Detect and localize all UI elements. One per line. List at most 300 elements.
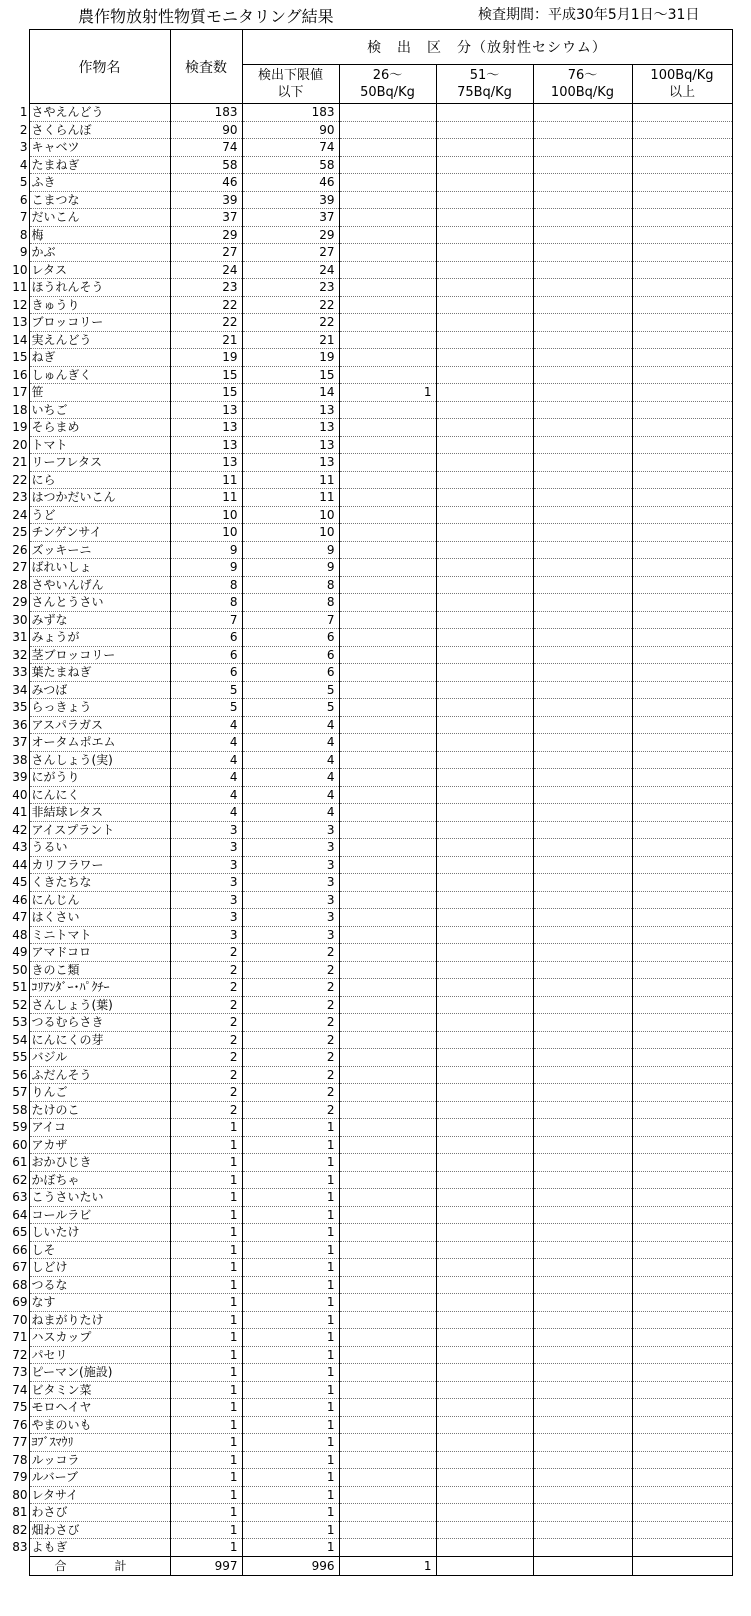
table-row [10, 839, 732, 857]
below-limit-value: 10 [242, 506, 339, 524]
range-51-75-value [436, 1031, 533, 1049]
row-number: 72 [12, 1347, 28, 1362]
range-26-50-value [339, 296, 436, 314]
inspection-count: 74 [170, 139, 242, 157]
range-76-100-value [533, 1311, 632, 1329]
table-row [10, 1066, 732, 1084]
inspection-count: 3 [170, 909, 242, 927]
crop-name: にんにくの芽 [29, 1031, 170, 1049]
inspection-count: 10 [170, 506, 242, 524]
crop-name: かぼちゃ [29, 1171, 170, 1189]
below-limit-value: 1 [242, 1451, 339, 1469]
inspection-count: 2 [170, 1049, 242, 1067]
table-row [10, 314, 732, 332]
row-number: 49 [12, 945, 28, 960]
row-number: 59 [12, 1120, 28, 1135]
range-76-100-value [533, 909, 632, 927]
inspection-count: 4 [170, 751, 242, 769]
range-26-50-value [339, 279, 436, 297]
range-76-100-value [533, 156, 632, 174]
table-row [10, 821, 732, 839]
range-26-50-value [339, 1364, 436, 1382]
inspection-count: 1 [170, 1399, 242, 1417]
inspection-count: 3 [170, 926, 242, 944]
crop-name: みょうが [29, 629, 170, 647]
range-76-100-value [533, 1381, 632, 1399]
row-number: 46 [12, 892, 28, 907]
inspection-count: 1 [170, 1154, 242, 1172]
range-26-50-value [339, 944, 436, 962]
inspection-count: 2 [170, 1014, 242, 1032]
range-26-50-value [339, 226, 436, 244]
inspection-count: 4 [170, 734, 242, 752]
range-26-50-value [339, 1329, 436, 1347]
inspection-count: 19 [170, 349, 242, 367]
table-row [10, 804, 732, 822]
below-limit-value: 2 [242, 1014, 339, 1032]
range-over-100-value [632, 1119, 732, 1137]
range-26-50-value [339, 209, 436, 227]
range-76-100-value [533, 1031, 632, 1049]
range-51-75-value [436, 926, 533, 944]
crop-name: レタサイ [29, 1486, 170, 1504]
inspection-count: 29 [170, 226, 242, 244]
below-limit-value: 2 [242, 1101, 339, 1119]
range-76-100-value [533, 121, 632, 139]
below-limit-value: 1 [242, 1206, 339, 1224]
range-51-75-value [436, 1469, 533, 1487]
total-range-26-50: 1 [339, 1556, 436, 1575]
range-51-75-value [436, 664, 533, 682]
row-number: 63 [12, 1190, 28, 1205]
table-row [10, 786, 732, 804]
table-row [10, 611, 732, 629]
inspection-count: 1 [170, 1504, 242, 1522]
range-26-50-line2: 50Bq/Kg [360, 85, 415, 100]
range-over-100-value [632, 979, 732, 997]
range-76-100-value [533, 261, 632, 279]
below-limit-value: 15 [242, 366, 339, 384]
table-row [10, 419, 732, 437]
row-number: 11 [12, 280, 28, 295]
table-row [10, 1539, 732, 1557]
table-row [10, 751, 732, 769]
range-26-50-value [339, 646, 436, 664]
row-number: 28 [12, 577, 28, 592]
range-over-100-value [632, 716, 732, 734]
range-51-75-value [436, 279, 533, 297]
range-51-75-value [436, 1101, 533, 1119]
crop-name: アカザ [29, 1136, 170, 1154]
crop-name: しゅんぎく [29, 366, 170, 384]
range-over-100-value [632, 1311, 732, 1329]
range-51-75-value [436, 209, 533, 227]
range-26-50-value [339, 1416, 436, 1434]
range-76-100-value [533, 349, 632, 367]
crop-name: キャベツ [29, 139, 170, 157]
range-over-100-value [632, 611, 732, 629]
range-51-75-value [436, 909, 533, 927]
row-number: 27 [12, 560, 28, 575]
range-over-100-value [632, 1014, 732, 1032]
below-limit-value: 2 [242, 1049, 339, 1067]
range-over-100-value [632, 909, 732, 927]
table-row [10, 401, 732, 419]
crop-name: しいたけ [29, 1224, 170, 1242]
row-number: 4 [19, 157, 28, 172]
range-51-75-value [436, 734, 533, 752]
range-76-100-value [533, 279, 632, 297]
table-row [10, 1241, 732, 1259]
crop-name: みつば [29, 681, 170, 699]
range-76-100-value [533, 646, 632, 664]
range-26-50-value [339, 1504, 436, 1522]
row-number: 7 [19, 210, 28, 225]
range-51-75-value [436, 821, 533, 839]
range-over-100-value [632, 734, 732, 752]
range-76-100-value [533, 191, 632, 209]
row-number: 33 [12, 665, 28, 680]
inspection-count: 2 [170, 944, 242, 962]
range-over-100-line1: 100Bq/Kg [650, 68, 714, 83]
crop-name: アイスプラント [29, 821, 170, 839]
range-76-100-header [533, 65, 632, 104]
range-over-100-value [632, 1136, 732, 1154]
range-26-50-header [339, 65, 436, 104]
inspection-count: 8 [170, 576, 242, 594]
inspection-count: 1 [170, 1276, 242, 1294]
range-over-100-value [632, 944, 732, 962]
table-row [10, 174, 732, 192]
range-26-50-value [339, 576, 436, 594]
table-row [10, 489, 732, 507]
inspection-count: 22 [170, 296, 242, 314]
crop-name: こまつな [29, 191, 170, 209]
below-limit-value: 2 [242, 944, 339, 962]
below-limit-value: 9 [242, 541, 339, 559]
range-51-75-value [436, 541, 533, 559]
row-number: 54 [12, 1032, 28, 1047]
row-number: 10 [12, 262, 28, 277]
inspection-count: 3 [170, 839, 242, 857]
below-limit-value: 4 [242, 716, 339, 734]
range-51-75-value [436, 1311, 533, 1329]
table-row [10, 121, 732, 139]
inspection-count: 1 [170, 1171, 242, 1189]
below-limit-value: 1 [242, 1416, 339, 1434]
below-limit-value: 2 [242, 979, 339, 997]
table-row [10, 1119, 732, 1137]
row-number: 40 [12, 787, 28, 802]
table-row [10, 226, 732, 244]
row-number: 34 [12, 682, 28, 697]
range-over-100-value [632, 331, 732, 349]
crop-name: うるい [29, 839, 170, 857]
row-number: 50 [12, 962, 28, 977]
inspection-count: 3 [170, 856, 242, 874]
range-51-75-value [436, 1294, 533, 1312]
range-51-75-value [436, 751, 533, 769]
table-row [10, 1486, 732, 1504]
range-26-50-value [339, 996, 436, 1014]
row-number: 19 [12, 420, 28, 435]
crop-name: 梅 [29, 226, 170, 244]
range-26-50-value [339, 1346, 436, 1364]
range-51-75-value [436, 1381, 533, 1399]
table-row [10, 261, 732, 279]
inspection-count: 6 [170, 664, 242, 682]
range-76-100-line1: 76～ [567, 68, 598, 83]
range-76-100-value [533, 454, 632, 472]
range-over-100-value [632, 1364, 732, 1382]
range-76-100-value [533, 314, 632, 332]
crop-name: ルバーブ [29, 1469, 170, 1487]
range-51-75-line1: 51～ [469, 68, 500, 83]
table-row [10, 1504, 732, 1522]
below-limit-value: 22 [242, 314, 339, 332]
row-number: 66 [12, 1242, 28, 1257]
range-over-100-value [632, 699, 732, 717]
range-26-50-value [339, 261, 436, 279]
range-over-100-value [632, 891, 732, 909]
inspection-count: 1 [170, 1381, 242, 1399]
range-over-100-value [632, 1521, 732, 1539]
row-number: 60 [12, 1137, 28, 1152]
range-over-100-value [632, 996, 732, 1014]
table-row [10, 1469, 732, 1487]
table-row [10, 524, 732, 542]
row-number: 78 [12, 1452, 28, 1467]
range-26-50-value [339, 436, 436, 454]
inspection-count: 1 [170, 1189, 242, 1207]
range-26-50-value [339, 786, 436, 804]
below-limit-value: 10 [242, 524, 339, 542]
range-76-100-value [533, 576, 632, 594]
below-limit-value: 4 [242, 804, 339, 822]
row-number: 13 [12, 315, 28, 330]
table-row [10, 1434, 732, 1452]
below-limit-value: 2 [242, 961, 339, 979]
crop-name: カリフラワー [29, 856, 170, 874]
row-number-header [10, 30, 29, 104]
inspection-count: 2 [170, 1084, 242, 1102]
range-over-100-value [632, 349, 732, 367]
range-over-100-line2: 以上 [668, 85, 695, 100]
row-number: 18 [12, 402, 28, 417]
table-row [10, 856, 732, 874]
below-limit-value: 7 [242, 611, 339, 629]
row-number: 29 [12, 595, 28, 610]
table-row [10, 191, 732, 209]
crop-name: たまねぎ [29, 156, 170, 174]
row-number: 80 [12, 1487, 28, 1502]
crop-name: ふだんそう [29, 1066, 170, 1084]
below-limit-value: 1 [242, 1381, 339, 1399]
range-26-50-value [339, 471, 436, 489]
range-over-100-value [632, 401, 732, 419]
range-over-100-value [632, 1346, 732, 1364]
table-row [10, 716, 732, 734]
range-26-50-value [339, 856, 436, 874]
row-number: 9 [19, 245, 28, 260]
range-51-75-value [436, 471, 533, 489]
range-26-50-value [339, 716, 436, 734]
range-76-100-value [533, 1504, 632, 1522]
crop-name: きのこ類 [29, 961, 170, 979]
row-number: 68 [12, 1277, 28, 1292]
range-76-100-value [533, 1049, 632, 1067]
table-row [10, 769, 732, 787]
row-number: 62 [12, 1172, 28, 1187]
table-row [10, 734, 732, 752]
range-over-100-value [632, 856, 732, 874]
range-26-50-value [339, 1469, 436, 1487]
range-26-50-value [339, 1224, 436, 1242]
range-51-75-value [436, 454, 533, 472]
range-over-100-value [632, 1486, 732, 1504]
row-number: 48 [12, 927, 28, 942]
table-row [10, 1101, 732, 1119]
table-row [10, 1031, 732, 1049]
range-26-50-value [339, 961, 436, 979]
below-limit-value: 3 [242, 839, 339, 857]
range-26-50-value [339, 926, 436, 944]
inspection-count: 1 [170, 1364, 242, 1382]
table-row [10, 996, 732, 1014]
table-row [10, 1189, 732, 1207]
inspection-count: 9 [170, 559, 242, 577]
below-limit-value: 9 [242, 559, 339, 577]
table-row [10, 1521, 732, 1539]
below-limit-value: 3 [242, 821, 339, 839]
range-26-50-value [339, 1066, 436, 1084]
range-76-100-value [533, 786, 632, 804]
row-number: 83 [12, 1540, 28, 1555]
range-over-100-value [632, 174, 732, 192]
range-over-100-value [632, 926, 732, 944]
table-row [10, 909, 732, 927]
total-label: 合 計 [29, 1556, 170, 1575]
row-number: 70 [12, 1312, 28, 1327]
range-26-50-value [339, 541, 436, 559]
table-row [10, 944, 732, 962]
inspection-count: 1 [170, 1539, 242, 1557]
range-over-100-value [632, 104, 732, 122]
range-26-50-value [339, 664, 436, 682]
crop-name: さやえんどう [29, 104, 170, 122]
row-number: 56 [12, 1067, 28, 1082]
range-26-50-value [339, 629, 436, 647]
row-number: 20 [12, 437, 28, 452]
range-over-100-value [632, 384, 732, 402]
range-76-100-value [533, 751, 632, 769]
below-limit-value: 1 [242, 1119, 339, 1137]
table-row [10, 1084, 732, 1102]
table-row [10, 1311, 732, 1329]
inspection-count-header: 検査数 [170, 30, 242, 104]
table-row [10, 1276, 732, 1294]
crop-name: チンゲンサイ [29, 524, 170, 542]
crop-name: にがうり [29, 769, 170, 787]
range-51-75-value [436, 419, 533, 437]
range-51-75-value [436, 1329, 533, 1347]
range-26-50-value [339, 1241, 436, 1259]
range-51-75-value [436, 804, 533, 822]
range-over-100-value [632, 1276, 732, 1294]
range-76-100-value [533, 1486, 632, 1504]
inspection-count: 46 [170, 174, 242, 192]
row-number: 30 [12, 612, 28, 627]
range-26-50-value [339, 366, 436, 384]
range-51-75-value [436, 629, 533, 647]
range-over-100-value [632, 121, 732, 139]
range-76-100-value [533, 506, 632, 524]
row-number: 55 [12, 1050, 28, 1065]
range-over-100-value [632, 436, 732, 454]
inspection-count: 6 [170, 629, 242, 647]
range-76-100-value [533, 891, 632, 909]
range-over-100-value [632, 191, 732, 209]
range-over-100-value [632, 1434, 732, 1452]
table-row [10, 366, 732, 384]
range-over-100-value [632, 1539, 732, 1557]
inspection-count: 2 [170, 979, 242, 997]
range-76-100-value [533, 1294, 632, 1312]
range-76-100-value [533, 926, 632, 944]
row-number: 52 [12, 997, 28, 1012]
crop-name: やまのいも [29, 1416, 170, 1434]
row-number: 39 [12, 770, 28, 785]
range-26-50-value [339, 1119, 436, 1137]
range-51-75-value [436, 839, 533, 857]
table-row [10, 279, 732, 297]
row-number: 57 [12, 1085, 28, 1100]
below-limit-value: 58 [242, 156, 339, 174]
range-51-75-value [436, 1451, 533, 1469]
range-76-100-value [533, 594, 632, 612]
range-76-100-value [533, 1171, 632, 1189]
below-limit-value: 4 [242, 769, 339, 787]
range-51-75-value [436, 1206, 533, 1224]
table-row [10, 681, 732, 699]
below-limit-value: 2 [242, 996, 339, 1014]
row-number: 12 [12, 297, 28, 312]
below-limit-header-line2: 以下 [277, 85, 304, 100]
range-76-100-value [533, 1451, 632, 1469]
range-26-50-value [339, 349, 436, 367]
range-over-100-value [632, 1399, 732, 1417]
below-limit-header [242, 65, 339, 104]
below-limit-value: 13 [242, 419, 339, 437]
inspection-count: 2 [170, 961, 242, 979]
range-over-100-value [632, 471, 732, 489]
row-number: 53 [12, 1015, 28, 1030]
crop-name: ふき [29, 174, 170, 192]
inspection-count: 1 [170, 1434, 242, 1452]
range-over-100-value [632, 874, 732, 892]
range-51-75-value [436, 191, 533, 209]
row-number: 79 [12, 1470, 28, 1485]
range-over-100-value [632, 786, 732, 804]
range-26-50-value [339, 419, 436, 437]
table-row [10, 576, 732, 594]
title-row [0, 0, 751, 28]
below-limit-value: 1 [242, 1171, 339, 1189]
row-number: 82 [12, 1522, 28, 1537]
table-row [10, 1206, 732, 1224]
range-26-50-value [339, 191, 436, 209]
inspection-count: 23 [170, 279, 242, 297]
